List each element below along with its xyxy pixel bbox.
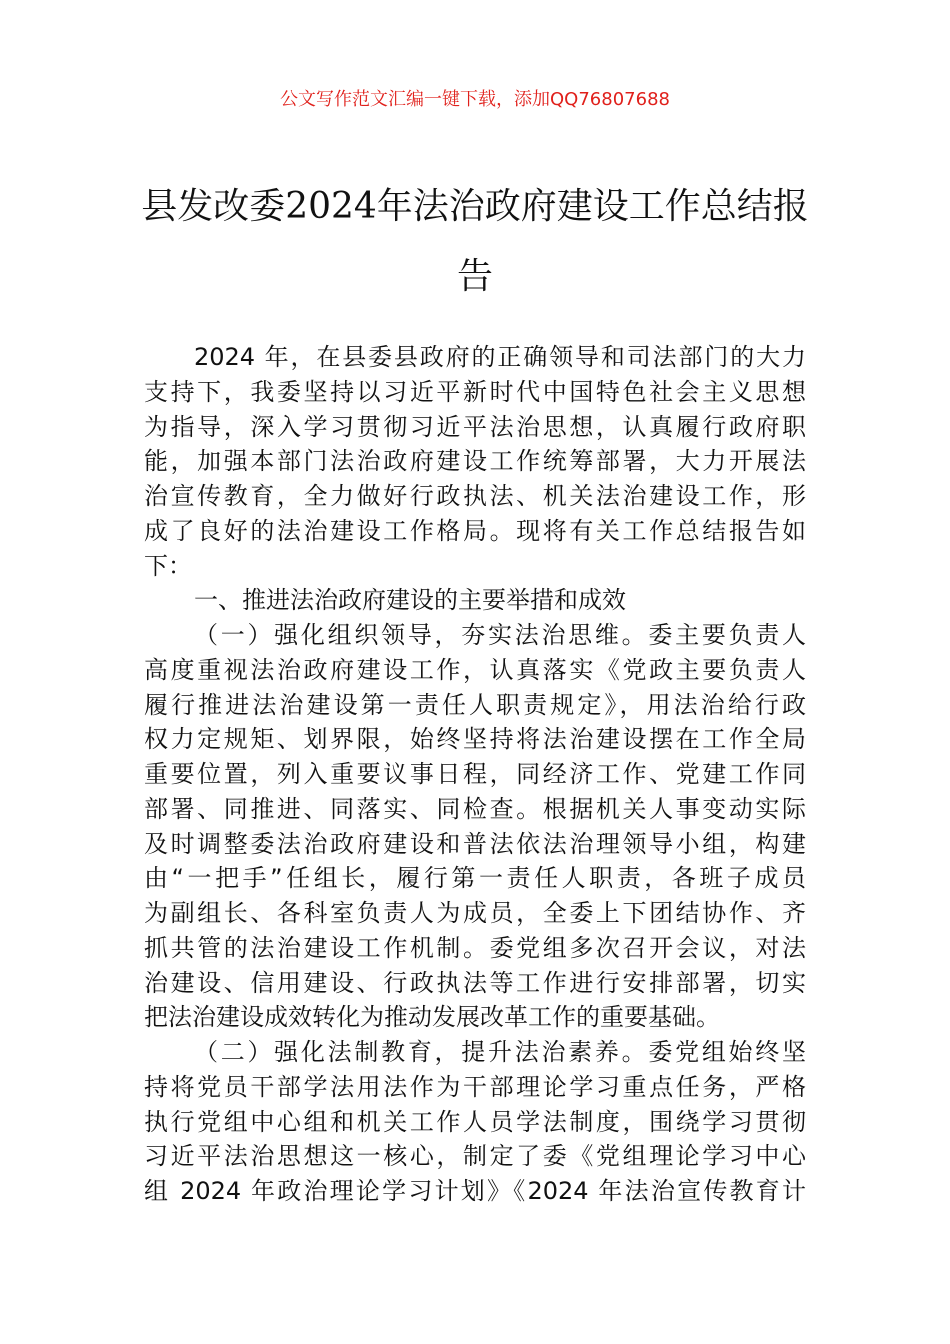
body-text-line: 权力定规矩、划界限，始终坚持将法治建设摆在工作全局 (144, 725, 806, 754)
body-text-line: 把法治建设成效转化为推动发展改革工作的重要基础。 (144, 1003, 720, 1032)
body-text-line: 履行推进法治建设第一责任人职责规定》，用法治给行政 (144, 690, 806, 719)
document-body (144, 340, 806, 1209)
body-text-line: 执行党组中心组和机关工作人员学法制度，围绕学习贯彻 (144, 1107, 806, 1136)
body-text-line: 治建设、信用建设、行政执法等工作进行安排部署，切实 (144, 968, 806, 997)
body-text-line: 治宣传教育，全力做好行政执法、机关法治建设工作，形 (144, 482, 806, 510)
body-text-line: 为指导，深入学习贯彻习近平法治思想，认真履行政府职 (144, 412, 806, 441)
document-title-line-1: 县发改委2024年法治政府建设工作总结报 (141, 186, 809, 227)
body-text-line: 高度重视法治政府建设工作，认真落实《党政主要负责人 (144, 655, 806, 684)
body-text-line: 重要位置，列入重要议事日程，同经济工作、党建工作同 (144, 760, 806, 788)
body-text-line: （一）强化组织领导，夯实法治思维。委主要负责人 (194, 621, 806, 649)
document-title-line-2: 告 (456, 256, 493, 297)
body-text-line: （二）强化法制教育，提升法治素养。委党组始终坚 (194, 1038, 806, 1066)
body-text-line: 成了良好的法治建设工作格局。现将有关工作总结报告如 (144, 516, 806, 545)
body-text-line: 抓共管的法治建设工作机制。委党组多次召开会议，对法 (144, 933, 806, 962)
body-text-line: 习近平法治思想这一核心，制定了委《党组理论学习中心 (144, 1142, 806, 1171)
body-text-line: 一、推进法治政府建设的主要举措和成效 (194, 586, 626, 615)
body-text-line: 及时调整委法治政府建设和普法依法治理领导小组，构建 (144, 829, 806, 858)
body-text-line: 部署、同推进、同落实、同检查。根据机关人事变动实际 (144, 794, 806, 823)
body-text-line: 持将党员干部学法用法作为干部理论学习重点任务，严格 (144, 1072, 806, 1101)
body-text-line: 为副组长、各科室负责人为成员，全委上下团结协作、齐 (144, 899, 806, 927)
body-text-line: 支持下，我委坚持以习近平新时代中国特色社会主义思想 (144, 377, 806, 406)
body-text-line: 组 2024 年政治理论学习计划》《2024 年法治宣传教育计 (144, 1177, 806, 1205)
body-text-line: 下： (144, 551, 192, 580)
body-text-line: 能，加强本部门法治政府建设工作统筹部署，大力开展法 (144, 447, 806, 476)
watermark-header: 公文写作范文汇编一键下载，添加QQ76807688 (280, 89, 670, 110)
body-text-line: 由“一把手”任组长，履行第一责任人职责，各班子成员 (144, 864, 806, 893)
body-text-line: 2024 年，在县委县政府的正确领导和司法部门的大力 (194, 343, 806, 371)
